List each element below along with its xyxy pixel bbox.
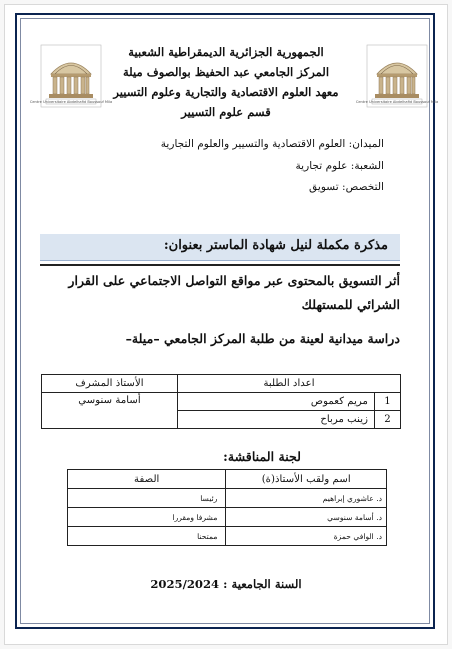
jury-member-role: رئيسا xyxy=(68,489,226,508)
logo-caption: Centre Universitaire Abdelhafid Boussouf Mila xyxy=(29,99,113,104)
thesis-subtitle: دراسة ميدانية لعينة من طلبة المركز الجامعي –ميلة– xyxy=(125,331,400,346)
university-logo-right xyxy=(355,44,439,108)
academic-year: السنة الجامعية : 2025/2024 xyxy=(150,577,302,591)
thesis-banner xyxy=(40,234,400,261)
specialty-label: التخصص: تسويق xyxy=(309,181,384,193)
logo-caption: Centre Universitaire Abdelhafid Boussouf Mila xyxy=(355,99,439,104)
students-table xyxy=(41,374,401,429)
table-row xyxy=(68,527,387,546)
row-number: 2 xyxy=(375,411,401,429)
institute-name: معهد العلوم الاقتصادية والتجارية وعلوم التسيير xyxy=(113,85,339,99)
table-row xyxy=(68,508,387,527)
table-header-row xyxy=(68,470,387,489)
table-row xyxy=(68,489,387,508)
student-name: زينب مرباح xyxy=(178,411,375,429)
student-name: مريم كعموص xyxy=(178,393,375,411)
republic-name: الجمهورية الجزائرية الديمقراطية الشعبية xyxy=(128,45,324,59)
table-header-row xyxy=(42,375,401,393)
supervisor-name: أسامة سنوسي xyxy=(42,393,178,429)
jury-table xyxy=(67,469,387,546)
header-name: اسم ولقب الأستاذ(ة) xyxy=(226,470,387,489)
header-role: الصفة xyxy=(68,470,226,489)
jury-member-name: د. عاشوري إبراهيم xyxy=(226,489,387,508)
university-logo-left xyxy=(29,44,113,108)
jury-member-role: ممتحنا xyxy=(68,527,226,546)
jury-member-name: د. أسامة سنوسي xyxy=(226,508,387,527)
header-students: اعداد الطلبة xyxy=(178,375,401,393)
row-number: 1 xyxy=(375,393,401,411)
jury-member-role: مشرفا ومقررا xyxy=(68,508,226,527)
university-name: المركز الجامعي عبد الحفيظ بوالصوف ميلة xyxy=(122,65,330,79)
field-label: الميدان: العلوم الاقتصادية والتسيير والعلوم التجارية xyxy=(160,138,384,150)
thesis-title-line1: أثر التسويق بالمحتوى عبر مواقع التواصل الاجتماعي على القرار xyxy=(68,273,400,288)
jury-member-name: د. الوافي حمزة xyxy=(226,527,387,546)
branch-label: الشعبة: علوم تجارية xyxy=(295,160,384,172)
thesis-title-line2: الشرائي للمستهلك xyxy=(301,297,400,312)
jury-heading: لجنة المناقشة: xyxy=(223,449,301,464)
table-row xyxy=(42,393,401,411)
separator-line xyxy=(40,264,400,266)
banner-text: مذكرة مكملة لنيل شهادة الماستر بعنوان: xyxy=(163,238,388,253)
department-name: قسم علوم التسيير xyxy=(181,105,271,119)
header-supervisor: الأستاذ المشرف xyxy=(42,375,178,393)
